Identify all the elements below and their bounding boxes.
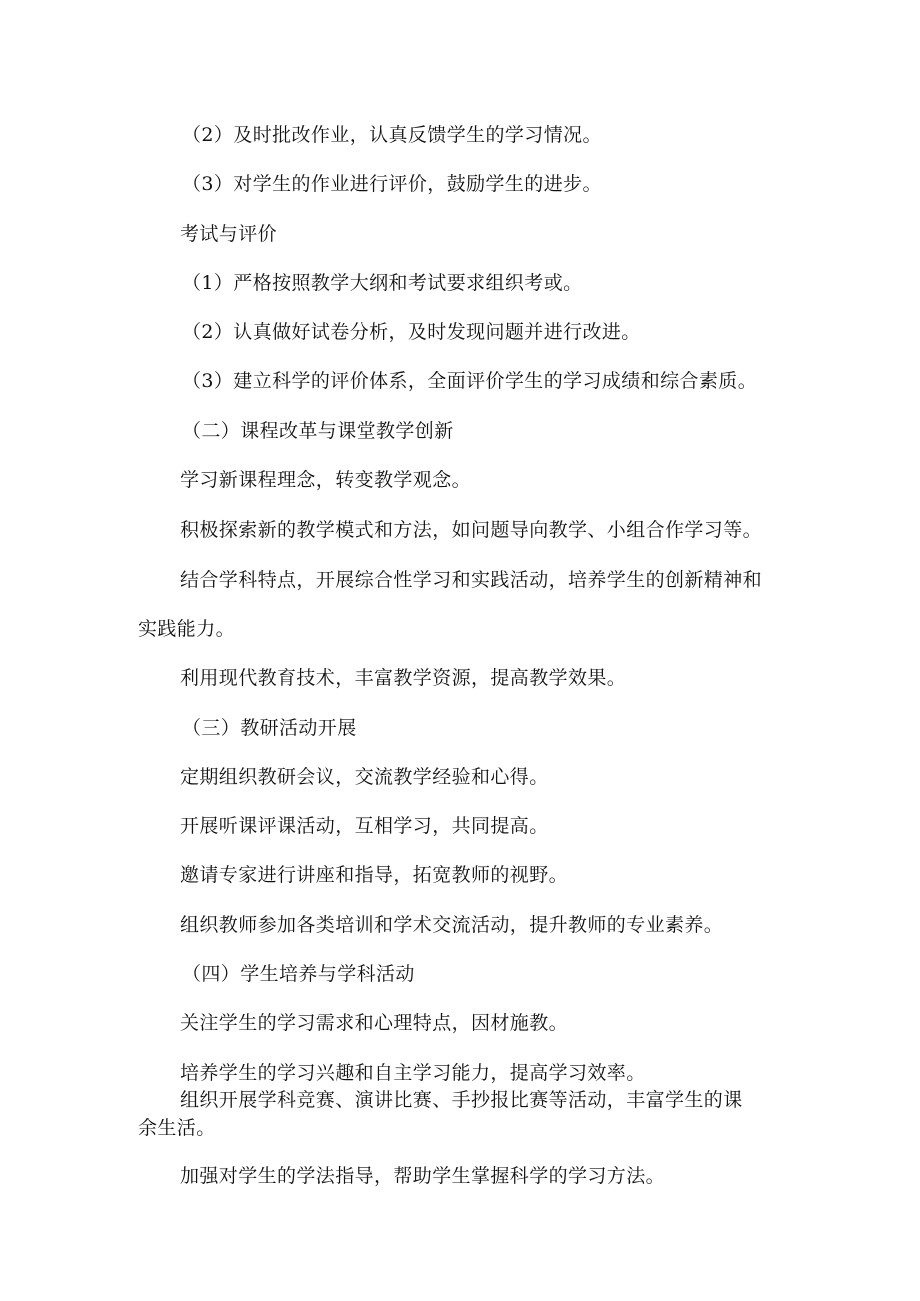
paragraph-line: （3）对学生的作业进行评价，鼓励学生的进步。: [182, 173, 602, 195]
section-heading: 考试与评价: [180, 223, 278, 245]
paragraph-line: 开展听课评课活动，互相学习，共同提高。: [180, 815, 549, 837]
paragraph-line: 余生活。: [138, 1117, 216, 1139]
paragraph-line: 实践能力。: [138, 618, 236, 640]
section-heading: （四）学生培养与学科活动: [182, 963, 415, 985]
paragraph-line: 邀请专家进行讲座和指导，拓宽教师的视野。: [180, 864, 569, 886]
paragraph-line: 学习新课程理念，转变教学观念。: [180, 469, 472, 491]
paragraph-line: （2）认真做好试卷分析，及时发现问题并进行改进。: [182, 321, 641, 343]
paragraph-line: 组织开展学科竞赛、演讲比赛、手抄报比赛等活动，丰富学生的课: [180, 1089, 743, 1111]
paragraph-line: 利用现代教育技术，丰富教学资源，提高教学效果。: [180, 667, 627, 689]
section-heading: （三）教研活动开展: [182, 717, 357, 739]
paragraph-line: 组织教师参加各类培训和学术交流活动，提升教师的专业素养。: [180, 914, 724, 936]
paragraph-line: 积极探索新的教学模式和方法，如问题导向教学、小组合作学习等。: [180, 519, 763, 541]
paragraph-line: 加强对学生的学法指导，帮助学生掌握科学的学习方法。: [180, 1165, 666, 1187]
paragraph-line: 培养学生的学习兴趣和自主学习能力，提高学习效率。: [180, 1062, 646, 1084]
paragraph-line: 关注学生的学习需求和心理特点，因材施教。: [180, 1012, 569, 1034]
section-heading: （二）课程改革与课堂教学创新: [182, 420, 454, 442]
paragraph-line: 定期组织教研会议，交流教学经验和心得。: [180, 766, 549, 788]
paragraph-line: （3）建立科学的评价体系，全面评价学生的学习成绩和综合素质。: [182, 370, 758, 392]
paragraph-line: （1）严格按照教学大纲和考试要求组织考或。: [182, 272, 583, 294]
paragraph-line: 结合学科特点，开展综合性学习和实践活动，培养学生的创新精神和: [180, 569, 763, 591]
paragraph-line: （2）及时批改作业，认真反馈学生的学习情况。: [182, 124, 602, 146]
